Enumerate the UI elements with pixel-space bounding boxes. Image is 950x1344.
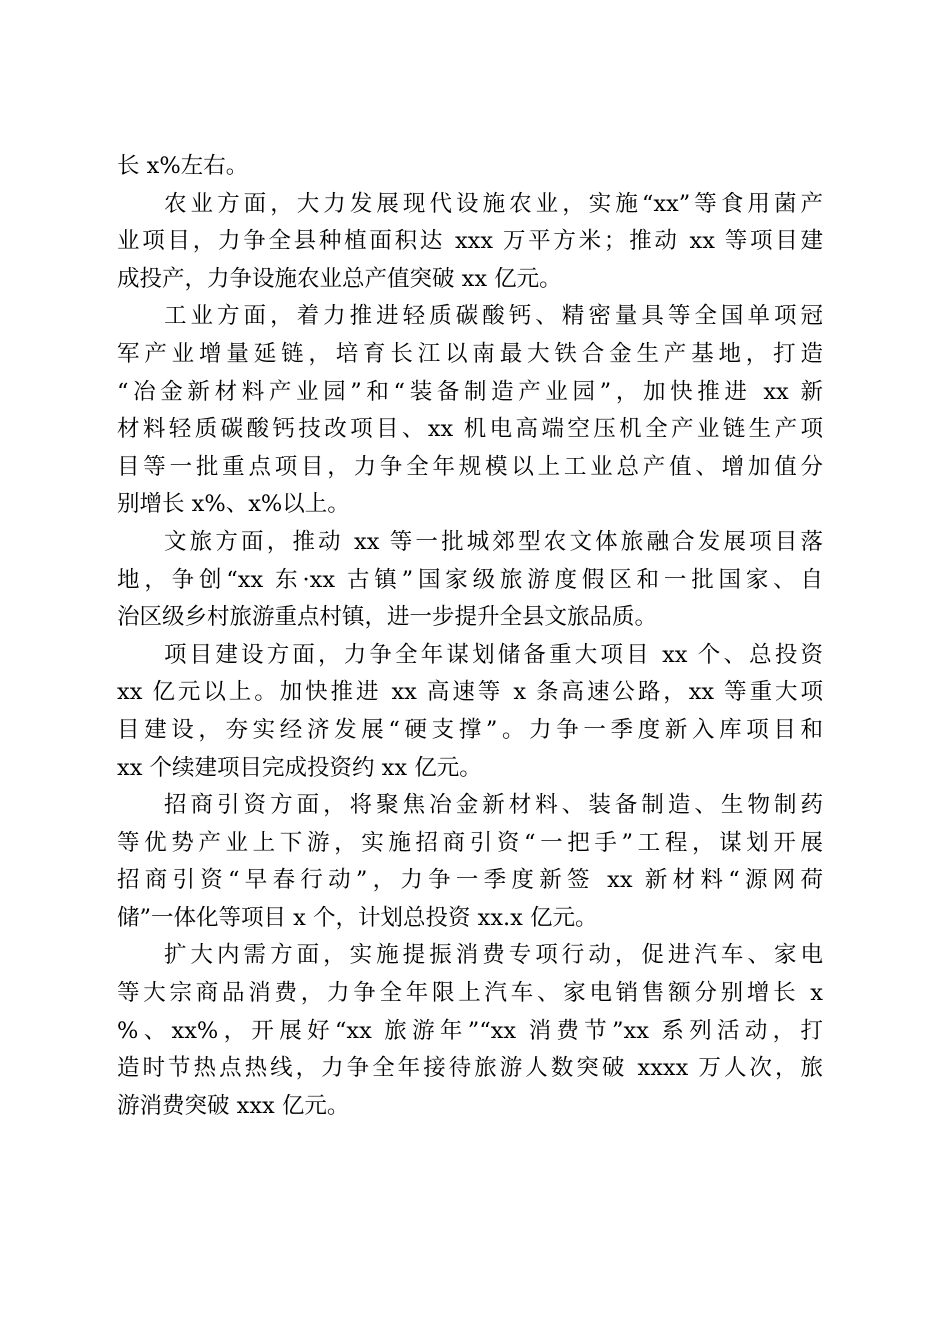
paragraph-demand-line: %、xx%，开展好“xx 旅游年”“xx 消费节”xx 系列活动，打 [117,1017,823,1044]
paragraph-demand-line: 造时节热点热线，力争全年接待旅游人数突破 xxxx 万人次，旅 [117,1055,823,1082]
paragraph-investment-line: 等优势产业上下游，实施招商引资“一把手”工程，谋划开展 [117,829,823,856]
paragraph-agriculture-line: 成投产，力争设施农业总产值突破 xx 亿元。 [117,265,562,292]
paragraph-investment-line: 招商引资“早春行动”，力争一季度新签 xx 新材料“源网荷 [117,867,823,894]
paragraph-agriculture-line: 农业方面，大力发展现代设施农业，实施“xx”等食用菌产 [164,190,823,217]
paragraph-projects-line: 目建设，夯实经济发展“硬支撑”。力争一季度新入库项目和 [117,716,823,743]
paragraph-agriculture-line: 业项目，力争全县种植面积达 xxx 万平方米；推动 xx 等项目建 [117,228,823,255]
paragraph-projects-line: xx 亿元以上。加快推进 xx 高速等 x 条高速公路，xx 等重大项 [117,679,823,706]
text-line: 长 x%左右。 [117,153,249,179]
paragraph-industry-line: 目等一批重点项目，力争全年规模以上工业总产值、增加值分 [117,453,823,480]
paragraph-projects-line: 项目建设方面，力争全年谋划储备重大项目 xx 个、总投资 [164,641,823,668]
paragraph-industry-line: 工业方面，着力推进轻质碳酸钙、精密量具等全国单项冠 [164,303,823,330]
paragraph-projects-line: xx 个续建项目完成投资约 xx 亿元。 [117,754,482,781]
paragraph-demand-line: 扩大内需方面，实施提振消费专项行动，促进汽车、家电 [164,942,823,969]
document-body [117,148,823,1125]
paragraph-demand-line: 等大宗商品消费，力争全年限上汽车、家电销售额分别增长 x [117,980,823,1007]
paragraph-tourism-line: 地，争创“xx 东·xx 古镇”国家级旅游度假区和一批国家、自 [117,566,823,593]
paragraph-industry-line: 别增长 x%、x%以上。 [117,491,350,518]
paragraph-tourism-line: 文旅方面，推动 xx 等一批城郊型农文体旅融合发展项目落 [164,528,823,555]
paragraph-industry-line: 军产业增量延链，培育长江以南最大铁合金生产基地，打造 [117,340,823,367]
paragraph-tourism-line: 治区级乡村旅游重点村镇，进一步提升全县文旅品质。 [117,604,658,631]
paragraph-investment-line: 储”一体化等项目 x 个，计划总投资 xx.x 亿元。 [117,904,598,931]
paragraph-demand-line: 游消费突破 xxx 亿元。 [117,1092,350,1119]
paragraph-investment-line: 招商引资方面，将聚焦冶金新材料、装备制造、生物制药 [164,792,823,819]
paragraph-industry-line: 材料轻质碳酸钙技改项目、xx 机电高端空压机全产业链生产项 [117,416,823,443]
paragraph-industry-line: “冶金新材料产业园”和“装备制造产业园”，加快推进 xx 新 [117,378,823,405]
